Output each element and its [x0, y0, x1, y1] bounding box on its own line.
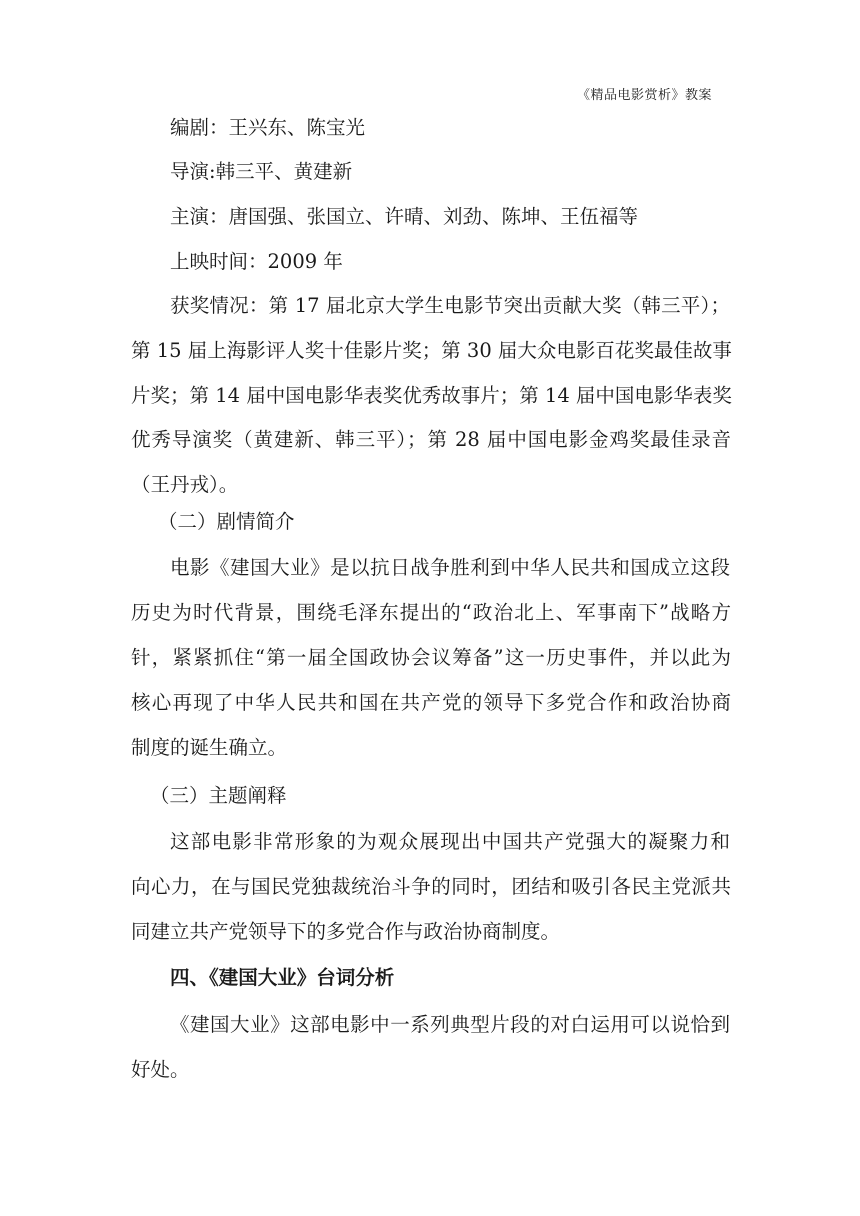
section-heading-plot: （二）剧情简介 [158, 510, 295, 533]
credit-director: 导演:韩三平、黄建新 [170, 160, 353, 183]
plot-line: 针，紧紧抓住“第一届全国政协会议筹备”这一历史事件，并以此为 [131, 646, 731, 669]
credit-screenwriter: 编剧：王兴东、陈宝光 [170, 116, 366, 139]
awards-line: （王丹戎）。 [131, 473, 239, 496]
plot-line: 核心再现了中华人民共和国在共产党的领导下多党合作和政治协商 [131, 691, 731, 714]
awards-line: 片奖；第 14 届中国电影华表奖优秀故事片；第 14 届中国电影华表奖 [131, 384, 732, 407]
awards-line: 获奖情况：第 17 届北京大学生电影节突出贡献大奖（韩三平）； [170, 294, 730, 317]
credit-cast: 主演：唐国强、张国立、许晴、刘劲、陈坤、王伍福等 [170, 205, 639, 228]
credit-release: 上映时间：2009 年 [170, 250, 343, 273]
page-header: 《精品电影赏析》教案 [576, 88, 712, 103]
awards-line: 优秀导演奖（黄建新、韩三平）；第 28 届中国电影金鸡奖最佳录音 [131, 428, 731, 451]
dialogue-line: 《建国大业》这部电影中一系列典型片段的对白运用可以说恰到 [170, 1013, 730, 1036]
dialogue-line: 好处。 [131, 1058, 190, 1081]
section-heading-dialogue: 四、《建国大业》台词分析 [170, 966, 395, 989]
theme-line: 向心力，在与国民党独裁统治斗争的同时，团结和吸引各民主党派共 [131, 875, 731, 898]
theme-line: 这部电影非常形象的为观众展现出中国共产党强大的凝聚力和 [170, 830, 730, 853]
section-heading-theme: （三）主题阐释 [150, 784, 287, 807]
plot-line: 制度的诞生确立。 [131, 736, 288, 759]
theme-line: 同建立共产党领导下的多党合作与政治协商制度。 [131, 920, 561, 943]
awards-line: 第 15 届上海影评人奖十佳影片奖；第 30 届大众电影百花奖最佳故事 [131, 339, 732, 362]
plot-line: 历史为时代背景，围绕毛泽东提出的“政治北上、军事南下”战略方 [131, 601, 731, 624]
plot-line: 电影《建国大业》是以抗日战争胜利到中华人民共和国成立这段 [170, 556, 730, 579]
